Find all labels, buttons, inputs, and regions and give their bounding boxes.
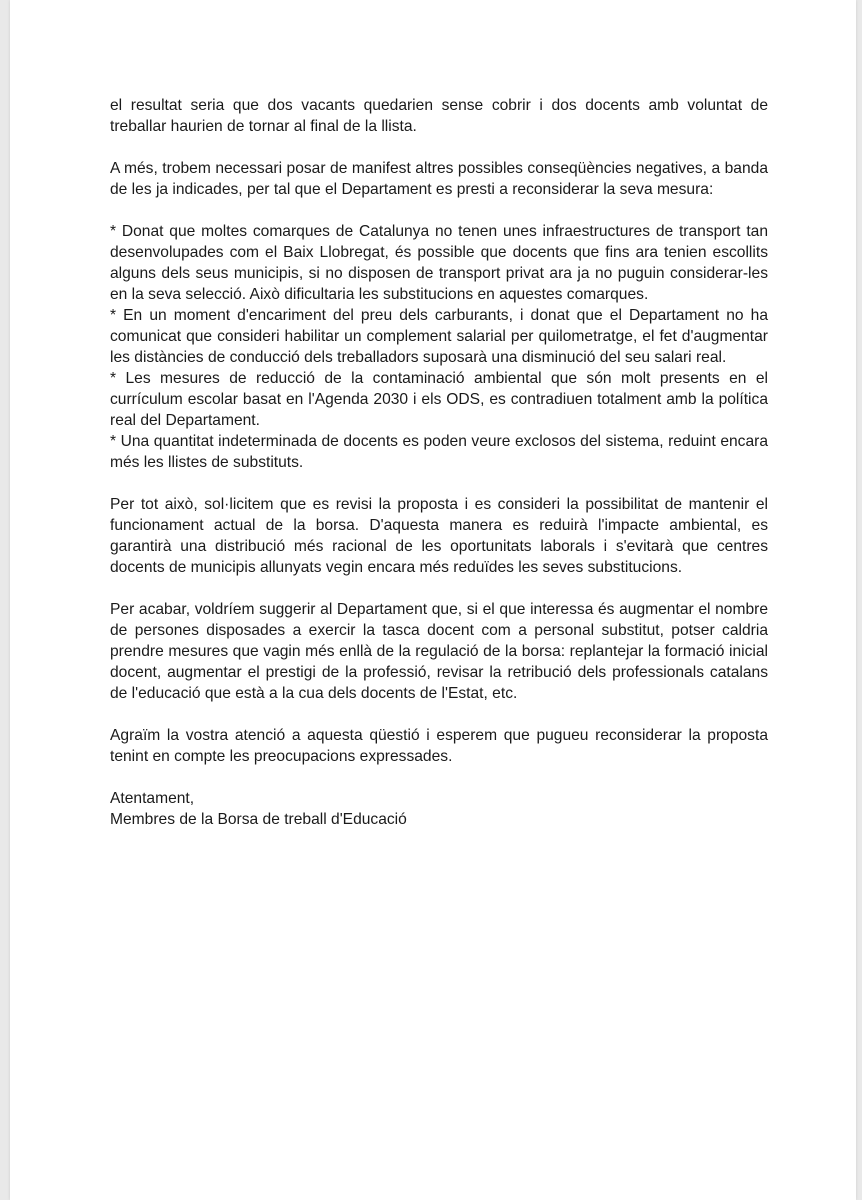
paragraph-thanks: Agraïm la vostra atenció a aquesta qüestió i esperem que pugueu reconsiderar la proposta tenint en compte les preocupacions expressades. xyxy=(110,727,768,765)
closing-line: Atentament, xyxy=(110,790,195,807)
letter-body xyxy=(110,95,768,830)
list-item: * Una quantitat indeterminada de docents es poden veure exclosos del sistema, reduint encara més les llistes de substituts. xyxy=(110,433,768,471)
paragraph-intro: el resultat seria que dos vacants quedarien sense cobrir i dos docents amb voluntat de treballar haurien de tornar al final de la llista. xyxy=(110,97,768,135)
bullet-list xyxy=(110,221,768,473)
document-page xyxy=(10,0,856,1200)
list-item: * Donat que moltes comarques de Catalunya no tenen unes infraestructures de transport tan desenvolupades com el Baix Llobregat, és possible que docents que fins ara tenien escollits alguns dels seus municipis, si no disposen de transport privat ara ja no puguin considerar-les en la seva selecció. Això dificultaria les substitucions en aquestes comarques. xyxy=(110,223,768,303)
signer-line: Membres de la Borsa de treball d'Educació xyxy=(110,811,407,828)
paragraph-consequences: A més, trobem necessari posar de manifest altres possibles conseqüències negatives, a banda de les ja indicades, per tal que el Departament es presti a reconsiderar la seva mesura: xyxy=(110,160,768,198)
list-item: * Les mesures de reducció de la contaminació ambiental que són molt presents en el currículum escolar basat en l'Agenda 2030 i els ODS, es contradiuen totalment amb la política real del Departament. xyxy=(110,370,768,429)
paragraph-suggestion: Per acabar, voldríem suggerir al Departament que, si el que interessa és augmentar el nombre de persones disposades a exercir la tasca docent com a personal substitut, potser caldria prendre mesures que vagin més enllà de la regulació de la borsa: replantejar la formació inicial docent, augmentar el prestigi de la professió, revisar la retribució dels professionals catalans de l'educació que està a la cua dels docents de l'Estat, etc. xyxy=(110,601,768,702)
signature-block xyxy=(110,788,768,830)
paragraph-request: Per tot això, sol·licitem que es revisi la proposta i es consideri la possibilitat de mantenir el funcionament actual de la borsa. D'aquesta manera es reduirà l'impacte ambiental, es garantirà una distribució més racional de les oportunitats laborals i s'evitarà que centres docents de municipis allunyats vegin encara més reduïdes les seves substitucions. xyxy=(110,496,768,576)
list-item: * En un moment d'encariment del preu dels carburants, i donat que el Departament no ha comunicat que consideri habilitar un complement salarial per quilometratge, el fet d'augmentar les distàncies de conducció dels treballadors suposarà una disminució del seu salari real. xyxy=(110,307,768,366)
